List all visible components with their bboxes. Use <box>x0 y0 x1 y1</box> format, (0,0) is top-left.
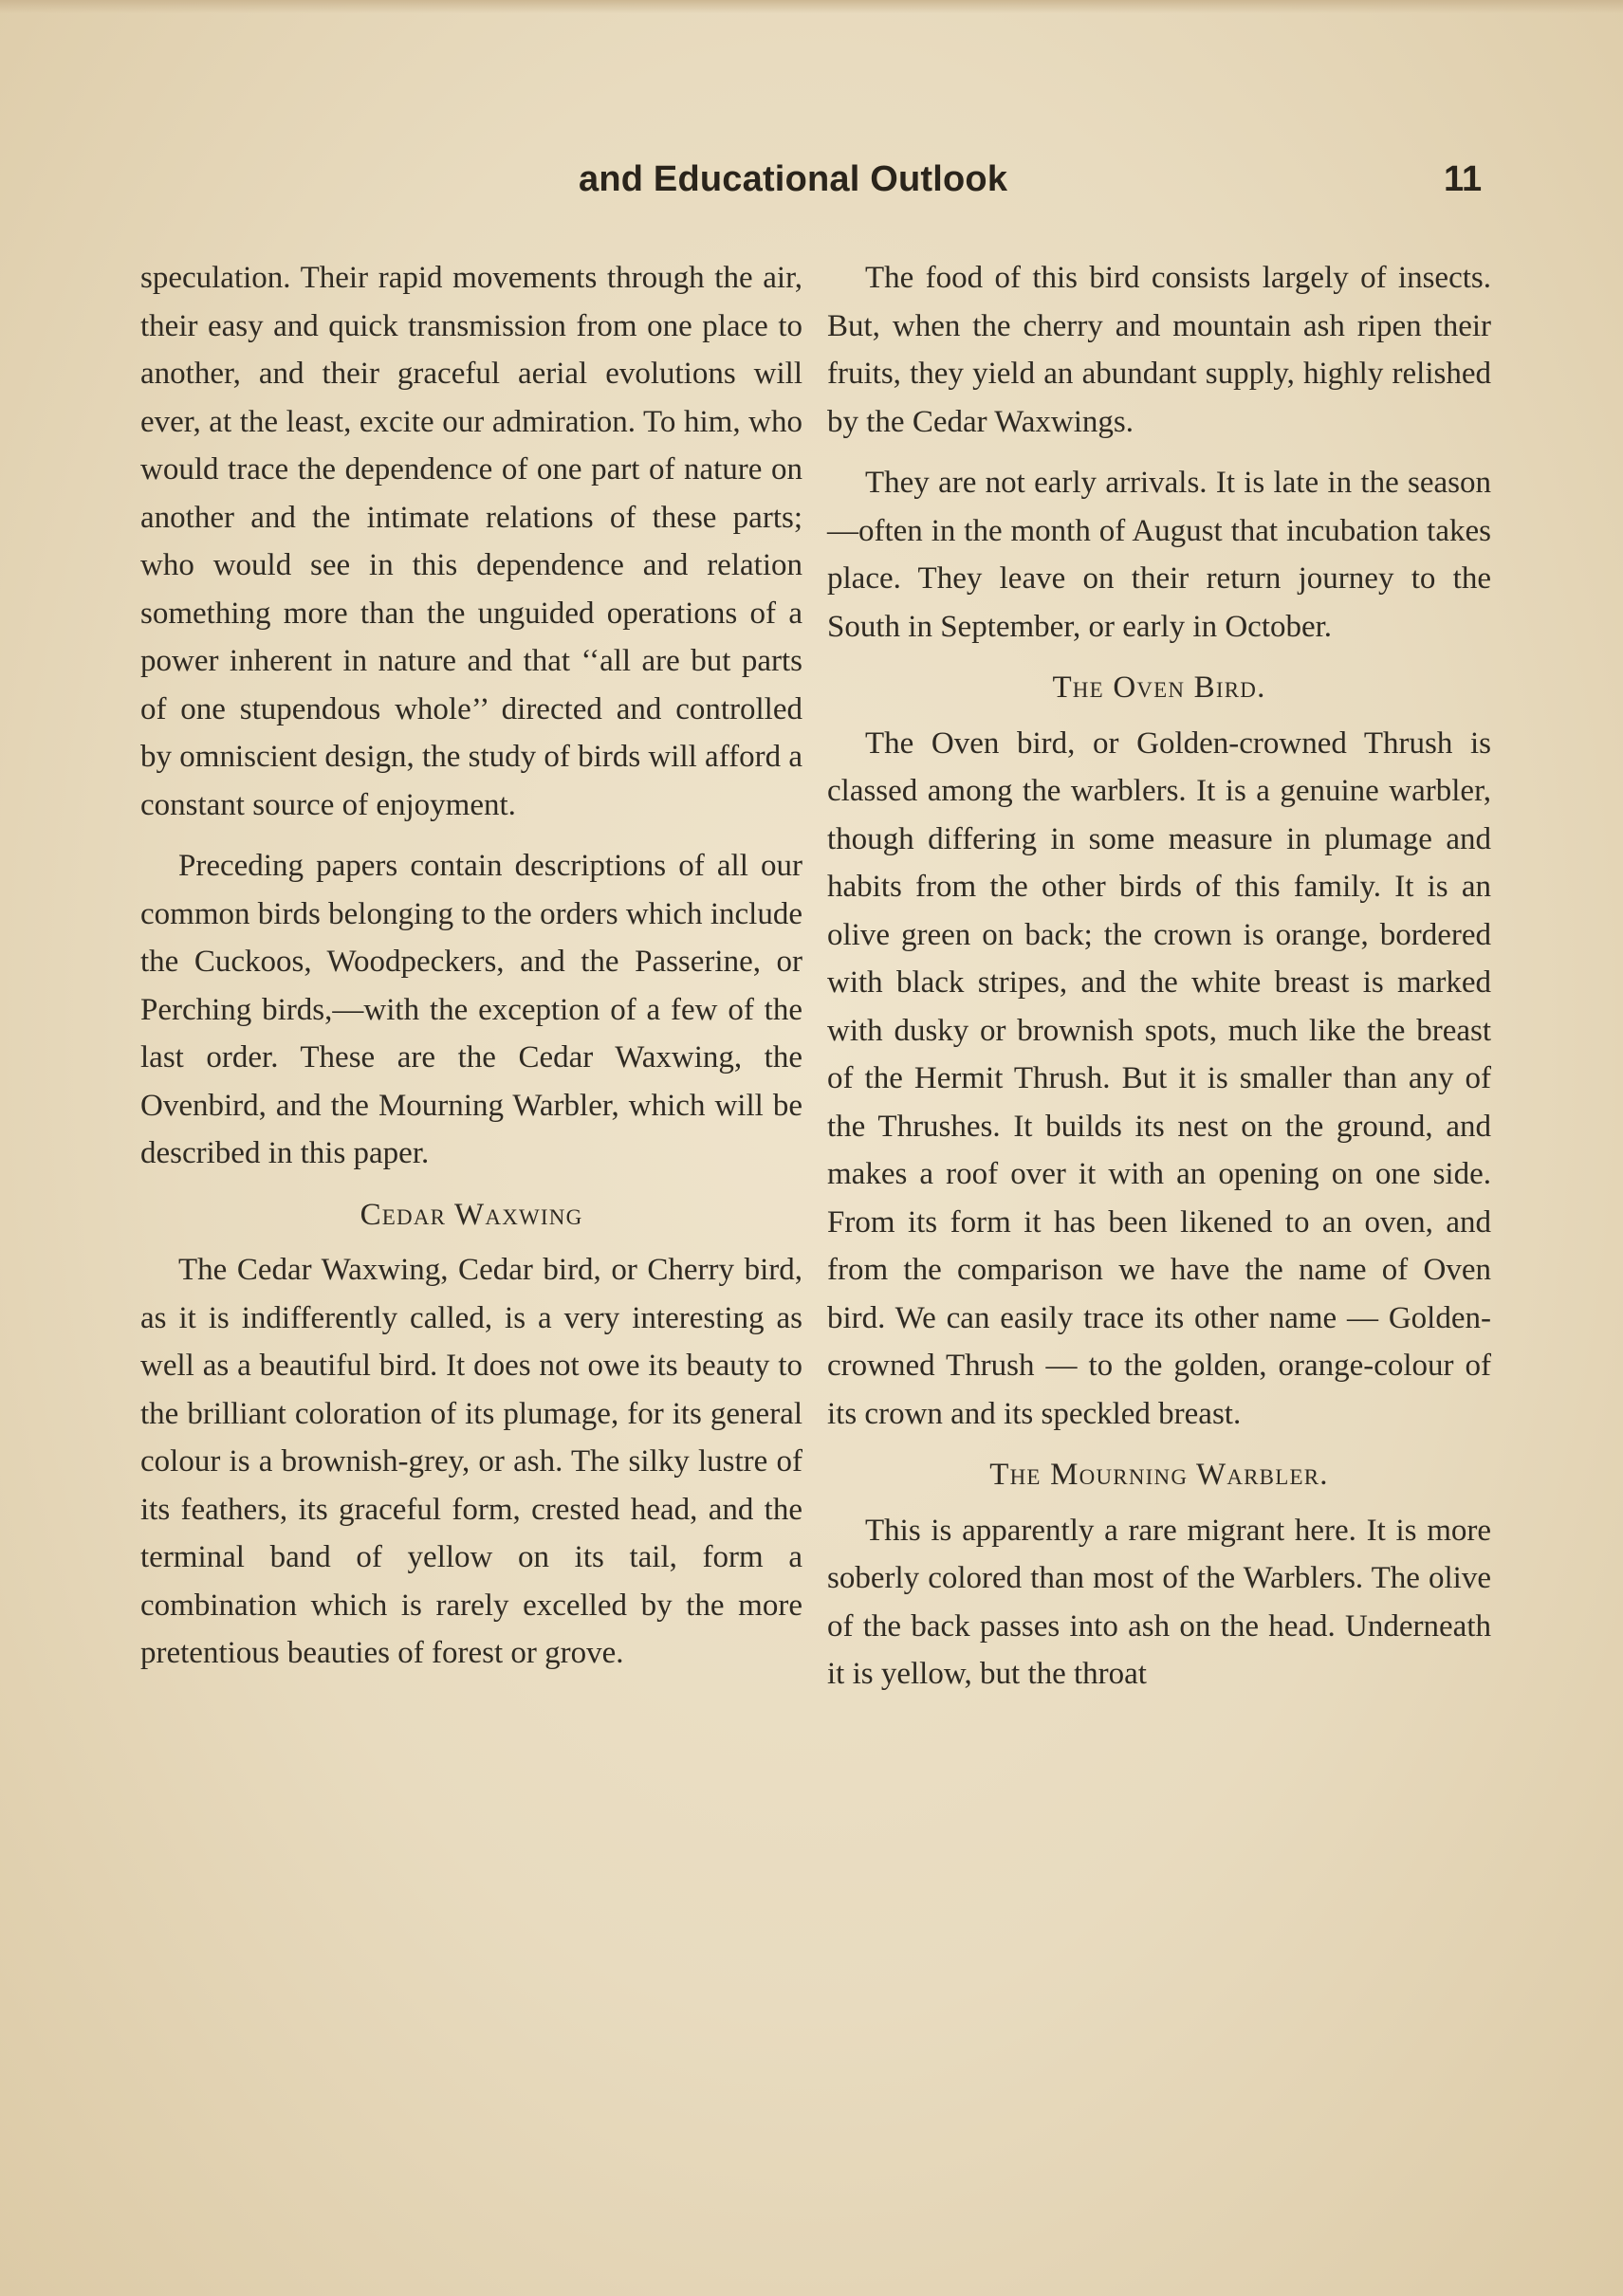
paragraph-speculation: speculation. Their rapid movements through the air, their easy and quick transmission from one place to another, and their graceful aerial evolutions will ever, at the least, excite our admiration. To him, who would trace the dependence of one part of nature on another and the intimate relations of these parts; who would see in this dependence and relation something more than the unguided operations of a power inherent in nature and that ‘‘all are but parts of one stupendous whole’’ directed and controlled by omniscient design, the study of birds will afford a constant source of enjoyment. <box>140 261 802 822</box>
page-top-edge <box>0 0 1623 13</box>
page-number: 11 <box>1444 159 1483 199</box>
running-head <box>0 159 1623 209</box>
running-title: and Educational Outlook <box>579 159 1008 199</box>
paragraph-cedar-waxwing: The Cedar Waxwing, Cedar bird, or Cherry bird, as it is indifferently called, is a very interesting as well as a beautiful bird. It does not owe its beauty to the brilliant coloration of its plumage, for its general colour is a brownish-grey, or ash. The silky lustre of its feathers, its graceful form, crested head, and the terminal band of yellow on its tail, form a combination which is rarely excelled by the more pretentious beauties of forest or grove. <box>140 1253 802 1670</box>
heading-oven-bird: The Oven Bird. <box>1052 670 1266 705</box>
heading-cedar-waxwing: Cedar Waxwing <box>360 1197 583 1232</box>
paragraph-preceding-papers: Preceding papers contain descriptions of all our common birds belonging to the orders which include the Cuckoos, Woodpeckers, and the Passerine, or Perching birds,—with the exception of a few of the last order. These are the Cedar Waxwing, the Ovenbird, and the Mourning Warbler, which will be described in this paper. <box>140 849 802 1170</box>
paragraph-mourning-warbler: This is apparently a rare migrant here. It is more soberly colored than most of the Warblers. The olive of the back passes into ash on the head. Underneath it is yellow, but the throat <box>827 1513 1491 1691</box>
paragraph-food: The food of this bird consists largely of insects. But, when the cherry and mountain ash ripen their fruits, they yield an abundant supply, highly relished by the Cedar Waxwings. <box>827 261 1491 439</box>
paragraph-oven-bird: The Oven bird, or Golden-crowned Thrush is classed among the warblers. It is a genuine warbler, though differing in some measure in plumage and habits from the other birds of this family. It is an olive green on back; the crown is orange, bordered with black stripes, and the white breast is marked with dusky or brownish spots, much like the breast of the Hermit Thrush. But it is smaller than any of the Thrushes. It builds its nest on the ground, and makes a roof over it with an opening on one side. From its form it has been likened to an oven, and from the comparison we have the name of Oven bird. We can easily trace its other name — Golden-crowned Thrush — to the golden, orange-colour of its crown and its speckled breast. <box>827 726 1491 1431</box>
left-column <box>140 254 802 1691</box>
right-column <box>827 254 1491 1712</box>
paragraph-arrivals: They are not early arrivals. It is late in the season—often in the month of August that incubation takes place. They leave on their return journey to the South in September, or early in October. <box>827 466 1491 644</box>
heading-mourning-warbler: The Mourning Warbler. <box>989 1458 1329 1492</box>
